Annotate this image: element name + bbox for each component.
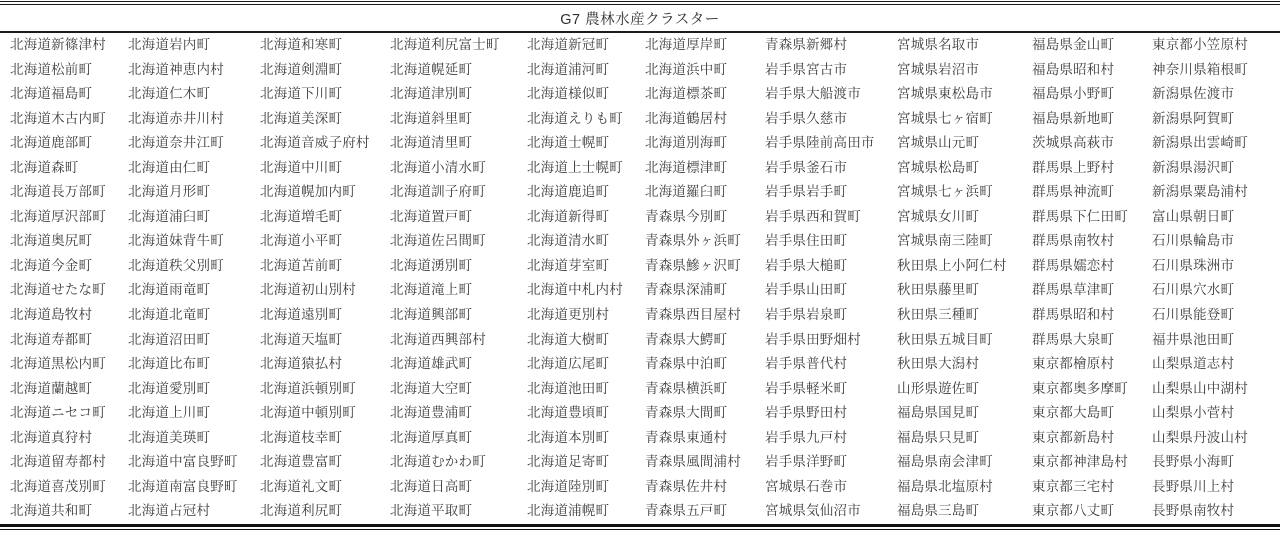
table-cell: 北海道音威子府村: [260, 135, 370, 151]
table-cell: 北海道愛別町: [128, 380, 211, 396]
table-cell: 北海道比布町: [128, 356, 211, 372]
table-cell: 東京都小笠原村: [1152, 37, 1248, 52]
table-cell: 北海道天塩町: [260, 331, 343, 347]
table-cell: 北海道訓子府町: [390, 184, 486, 200]
table-cell: 北海道中川町: [260, 159, 343, 175]
table-cell: 福島県只見町: [897, 429, 980, 445]
table-cell: 宮城県気仙沼市: [765, 503, 861, 519]
table-cell: 北海道雨竜町: [128, 282, 211, 298]
table-cell: 群馬県上野村: [1032, 159, 1115, 175]
table-cell: 北海道厚真町: [390, 429, 473, 445]
table-cell: 北海道興部町: [390, 307, 473, 323]
table-cell: 北海道喜茂別町: [10, 478, 106, 494]
table-cell: 新潟県阿賀町: [1152, 110, 1235, 126]
table-cell: 東京都三宅村: [1032, 478, 1115, 494]
table-cell: 北海道剣淵町: [260, 61, 343, 77]
table-cell: 北海道陸別町: [527, 478, 610, 494]
table-cell: 長野県小海町: [1152, 454, 1235, 470]
table-cell: 青森県大間町: [645, 405, 728, 421]
table-cell: 北海道えりも町: [527, 110, 623, 126]
table-cell: 青森県西目屋村: [645, 307, 741, 323]
table-cell: 北海道奥尻町: [10, 233, 93, 249]
table-cell: 北海道新冠町: [527, 37, 610, 52]
table-cell: 青森県今別町: [645, 208, 728, 224]
table-cell: 北海道平取町: [390, 503, 473, 519]
table-cell: 北海道置戸町: [390, 208, 473, 224]
table-cell: 北海道津別町: [390, 86, 473, 102]
table-cell: 北海道森町: [10, 159, 79, 175]
table-cell: 富山県朝日町: [1152, 208, 1235, 224]
table-cell: 群馬県草津町: [1032, 282, 1115, 298]
table-cell: 北海道小平町: [260, 233, 343, 249]
table-cell: 岩手県住田町: [765, 233, 848, 249]
table-cell: 北海道浜頓別町: [260, 380, 356, 396]
table-cell: 群馬県南牧村: [1032, 233, 1115, 249]
table-cell: 北海道秩父別町: [128, 257, 224, 273]
table-cell: 北海道長万部町: [10, 184, 106, 200]
table-cell: 神奈川県箱根町: [1152, 61, 1248, 77]
table-cell: 北海道中富良野町: [128, 454, 238, 470]
table-cell: 北海道今金町: [10, 257, 93, 273]
table-cell: 秋田県五城目町: [897, 331, 993, 347]
table-cell: 岩手県岩泉町: [765, 307, 848, 323]
table-cell: 北海道苫前町: [260, 257, 343, 273]
table-cell: 北海道沼田町: [128, 331, 211, 347]
table-cell: 青森県横浜町: [645, 380, 728, 396]
top-rule-outer: [0, 1, 1280, 2]
table-cell: 北海道池田町: [527, 380, 610, 396]
table-cell: 福島県南会津町: [897, 454, 993, 470]
table-cell: 北海道奈井江町: [128, 135, 224, 151]
table-cell: 北海道遠別町: [260, 307, 343, 323]
table-cell: 北海道月形町: [128, 184, 211, 200]
table-cell: 東京都大島町: [1032, 405, 1115, 421]
table-cell: 宮城県女川町: [897, 208, 980, 224]
table-cell: 北海道鶴居村: [645, 110, 728, 126]
table-cell: 新潟県出雲崎町: [1152, 135, 1248, 151]
table-cell: 新潟県粟島浦村: [1152, 184, 1248, 200]
table-cell: 北海道滝上町: [390, 282, 473, 298]
table-cell: 北海道真狩村: [10, 429, 93, 445]
table-cell: 山梨県道志村: [1152, 356, 1235, 372]
table-cell: 北海道鹿部町: [10, 135, 93, 151]
table-cell: 群馬県下仁田町: [1032, 208, 1128, 224]
table-cell: 青森県東通村: [645, 429, 728, 445]
table-cell: 宮城県名取市: [897, 37, 980, 52]
table-cell: 福島県北塩原村: [897, 478, 993, 494]
table-cell: 北海道豊浦町: [390, 405, 473, 421]
table-cell: 石川県穴水町: [1152, 282, 1235, 298]
table-cell: 石川県輪島市: [1152, 233, 1235, 249]
table-cell: 青森県中泊町: [645, 356, 728, 372]
table-cell: 長野県川上村: [1152, 478, 1235, 494]
table-cell: 北海道南富良野町: [128, 478, 238, 494]
table-cell: 新潟県佐渡市: [1152, 86, 1235, 102]
table-cell: 福島県昭和村: [1032, 61, 1115, 77]
table-cell: 北海道幌加内町: [260, 184, 356, 200]
table-cell: 北海道広尾町: [527, 356, 610, 372]
table-cell: 秋田県上小阿仁村: [897, 257, 1007, 273]
table-cell: 岩手県西和賀町: [765, 208, 861, 224]
table-cell: 青森県風間浦村: [645, 454, 741, 470]
table-cell: 福島県国見町: [897, 405, 980, 421]
table-cell: 群馬県神流町: [1032, 184, 1115, 200]
table-cell: 北海道留寿都村: [10, 454, 106, 470]
table-cell: 北海道士幌町: [527, 135, 610, 151]
table-cell: 茨城県高萩市: [1032, 135, 1115, 151]
table-cell: 山梨県小菅村: [1152, 405, 1235, 421]
table-cell: 東京都神津島村: [1032, 454, 1128, 470]
table-cell: 北海道和寒町: [260, 37, 343, 52]
table-cell: 北海道共和町: [10, 503, 93, 519]
table-cell: 岩手県山田町: [765, 282, 848, 298]
table-cell: 北海道様似町: [527, 86, 610, 102]
table-title: G7 農林水産クラスター: [560, 11, 720, 28]
bottom-rule-thick: [0, 524, 1280, 527]
table-cell: 北海道ニセコ町: [10, 405, 106, 421]
table-cell: 北海道足寄町: [527, 454, 610, 470]
table-cell: 北海道松前町: [10, 61, 93, 77]
table-cell: 北海道羅臼町: [645, 184, 728, 200]
table-cell: 北海道大樹町: [527, 331, 610, 347]
table-cell: 群馬県昭和村: [1032, 307, 1115, 323]
table-cell: 青森県五戸町: [645, 503, 728, 519]
table-cell: 北海道利尻町: [260, 503, 343, 519]
table-cell: 青森県佐井村: [645, 478, 728, 494]
table-cell: 宮城県南三陸町: [897, 233, 993, 249]
table-cell: 北海道日高町: [390, 478, 473, 494]
table-cell: 北海道蘭越町: [10, 380, 93, 396]
table-cell: 北海道佐呂間町: [390, 233, 486, 249]
table-cell: 北海道福島町: [10, 86, 93, 102]
table-cell: 北海道猿払村: [260, 356, 343, 372]
table-title-row: [0, 5, 1280, 31]
table-cell: 北海道利尻富士町: [390, 37, 500, 52]
table-cell: 北海道大空町: [390, 380, 473, 396]
table-cell: 北海道更別村: [527, 307, 610, 323]
table-cell: 北海道別海町: [645, 135, 728, 151]
table-cell: 岩手県軽米町: [765, 380, 848, 396]
table-cell: 宮城県山元町: [897, 135, 980, 151]
table-cell: 北海道湧別町: [390, 257, 473, 273]
table-cell: 宮城県七ヶ宿町: [897, 110, 993, 126]
table-cell: 北海道礼文町: [260, 478, 343, 494]
table-cell: 秋田県三種町: [897, 307, 980, 323]
table-cell: 北海道岩内町: [128, 37, 211, 52]
table-cell: 岩手県洋野町: [765, 454, 848, 470]
table-cell: 秋田県大潟村: [897, 356, 980, 372]
table-cell: 秋田県藤里町: [897, 282, 980, 298]
table-cell: 福島県小野町: [1032, 86, 1115, 102]
table-cell: 北海道美深町: [260, 110, 343, 126]
table-cell: 岩手県大船渡市: [765, 86, 861, 102]
table-cell: 北海道島牧村: [10, 307, 93, 323]
table-cell: 岩手県陸前高田市: [765, 135, 875, 151]
table-cell: 宮城県石巻市: [765, 478, 848, 494]
table-cell: 北海道中頓別町: [260, 405, 356, 421]
table-cell: 福島県金山町: [1032, 37, 1115, 52]
table-cell: 岩手県宮古市: [765, 61, 848, 77]
table-cell: 北海道新得町: [527, 208, 610, 224]
table-cell: 岩手県釜石市: [765, 159, 848, 175]
table-cell: 北海道赤井川村: [128, 110, 224, 126]
table-cell: 北海道増毛町: [260, 208, 343, 224]
table-cell: 北海道中札内村: [527, 282, 623, 298]
table-cell: 北海道清里町: [390, 135, 473, 151]
table-cell: 新潟県湯沢町: [1152, 159, 1235, 175]
table-cell: 岩手県久慈市: [765, 110, 848, 126]
table-cell: 北海道本別町: [527, 429, 610, 445]
table-cell: 北海道むかわ町: [390, 454, 486, 470]
table-cell: 北海道厚岸町: [645, 37, 728, 52]
table-cell: 北海道厚沢部町: [10, 208, 106, 224]
table-cell: 宮城県岩沼市: [897, 61, 980, 77]
table-cell: 北海道浜中町: [645, 61, 728, 77]
table-cell: 北海道浦臼町: [128, 208, 211, 224]
table-cell: 北海道小清水町: [390, 159, 486, 175]
table-cell: 東京都奥多摩町: [1032, 380, 1128, 396]
table-cell: 青森県新郷村: [765, 37, 848, 52]
table-cell: 青森県外ヶ浜町: [645, 233, 741, 249]
table-cell: 北海道妹背牛町: [128, 233, 224, 249]
table-cell: 山梨県丹波山村: [1152, 429, 1248, 445]
table-cell: 北海道斜里町: [390, 110, 473, 126]
table-cell: 福井県池田町: [1152, 331, 1235, 347]
table-cell: 宮城県松島町: [897, 159, 980, 175]
table-cell: 北海道清水町: [527, 233, 610, 249]
municipality-grid: [0, 33, 1280, 524]
table-cell: 山梨県山中湖村: [1152, 380, 1248, 396]
table-cell: 石川県珠洲市: [1152, 257, 1235, 273]
table-cell: 青森県鰺ヶ沢町: [645, 257, 741, 273]
table-cell: 群馬県大泉町: [1032, 331, 1115, 347]
table-cell: 北海道黒松内町: [10, 356, 106, 372]
table-cell: 北海道枝幸町: [260, 429, 343, 445]
table-cell: 北海道木古内町: [10, 110, 106, 126]
table-cell: 北海道豊富町: [260, 454, 343, 470]
table-cell: 北海道北竜町: [128, 307, 211, 323]
table-cell: 群馬県嬬恋村: [1032, 257, 1115, 273]
table-cell: 北海道上士幌町: [527, 159, 623, 175]
table-cell: 北海道占冠村: [128, 503, 211, 519]
table-cell: 岩手県九戸村: [765, 429, 848, 445]
table-cell: 岩手県田野畑村: [765, 331, 861, 347]
table-cell: 北海道せたな町: [10, 282, 106, 298]
table-cell: 北海道浦河町: [527, 61, 610, 77]
table-cell: 福島県三島町: [897, 503, 980, 519]
table-cell: 長野県南牧村: [1152, 503, 1235, 519]
table-cell: 山形県遊佐町: [897, 380, 980, 396]
table-cell: 石川県能登町: [1152, 307, 1235, 323]
table-cell: 北海道下川町: [260, 86, 343, 102]
table-cell: 東京都檜原村: [1032, 356, 1115, 372]
table-cell: 東京都八丈町: [1032, 503, 1115, 519]
table-cell: 北海道上川町: [128, 405, 211, 421]
table-cell: 北海道鹿追町: [527, 184, 610, 200]
table-cell: 青森県大鰐町: [645, 331, 728, 347]
table-cell: 宮城県七ヶ浜町: [897, 184, 993, 200]
table-cell: 宮城県東松島市: [897, 86, 993, 102]
table-cell: 北海道初山別村: [260, 282, 356, 298]
table-cell: 北海道雄武町: [390, 356, 473, 372]
table-cell: 北海道由仁町: [128, 159, 211, 175]
table-cell: 北海道新篠津村: [10, 37, 106, 52]
table-cell: 岩手県野田村: [765, 405, 848, 421]
table-cell: 北海道仁木町: [128, 86, 211, 102]
table-cell: 北海道標茶町: [645, 86, 728, 102]
table-cell: 北海道浦幌町: [527, 503, 610, 519]
table-cell: 北海道幌延町: [390, 61, 473, 77]
table-cell: 岩手県大槌町: [765, 257, 848, 273]
table-cell: 東京都新島村: [1032, 429, 1115, 445]
table-cell: 北海道美瑛町: [128, 429, 211, 445]
table-cell: 岩手県普代村: [765, 356, 848, 372]
table-cell: 青森県深浦町: [645, 282, 728, 298]
bottom-rule-thin: [0, 529, 1280, 530]
table-cell: 北海道芽室町: [527, 257, 610, 273]
table-cell: 北海道寿都町: [10, 331, 93, 347]
table-cell: 北海道豊頃町: [527, 405, 610, 421]
table-cell: 北海道神恵内村: [128, 61, 224, 77]
table-cell: 福島県新地町: [1032, 110, 1115, 126]
table-cell: 北海道標津町: [645, 159, 728, 175]
table-cell: 北海道西興部村: [390, 331, 486, 347]
table-cell: 岩手県岩手町: [765, 184, 848, 200]
